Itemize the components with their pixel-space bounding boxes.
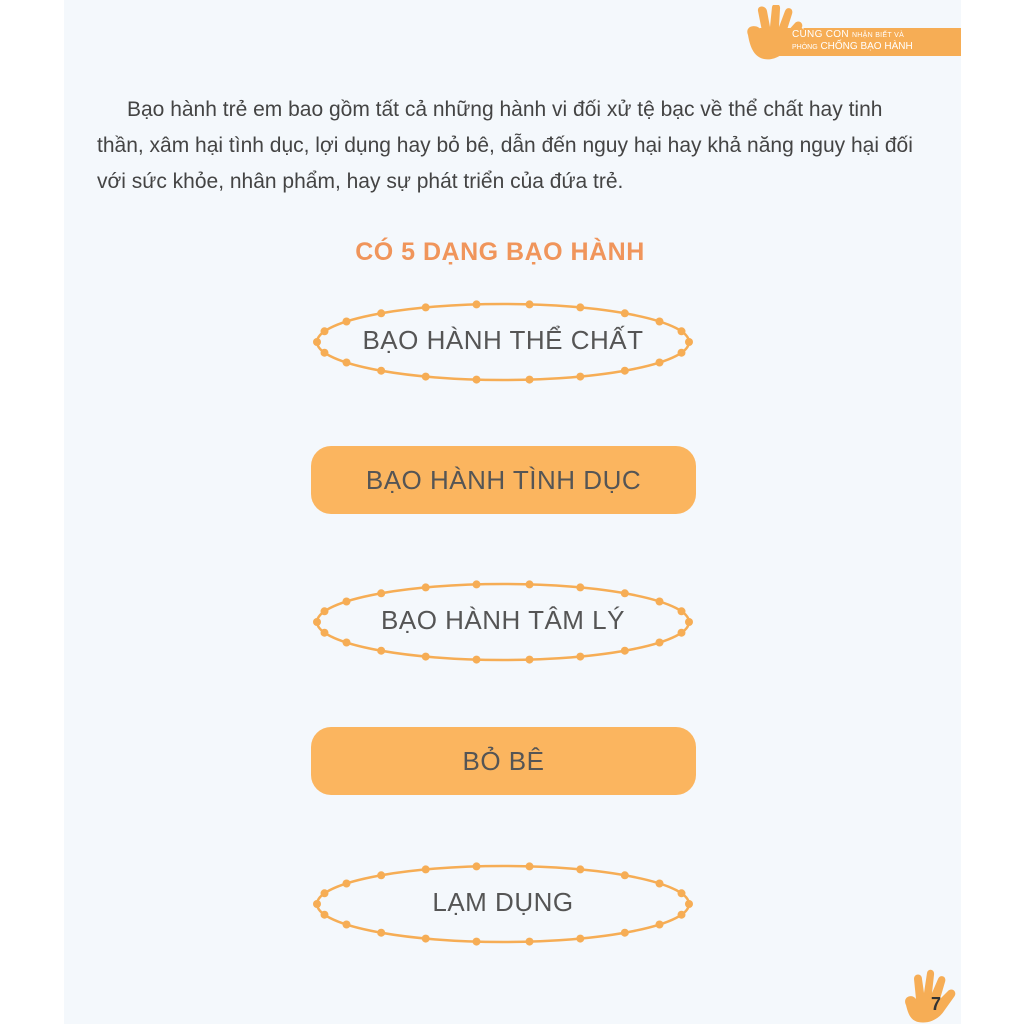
frame-dot [621, 647, 629, 655]
frame-dot [526, 376, 534, 384]
book-title-line2-small: PHÒNG [792, 44, 818, 51]
frame-dot [656, 359, 664, 367]
frame-dot [656, 921, 664, 929]
frame-dot [526, 300, 534, 308]
frame-dot [621, 929, 629, 937]
frame-dot [576, 653, 584, 661]
frame-dot [526, 656, 534, 664]
frame-dot [576, 865, 584, 873]
frame-dot [377, 309, 385, 317]
section-title: CÓ 5 DẠNG BẠO HÀNH [355, 238, 645, 266]
frame-dot [621, 589, 629, 597]
frame-dot [576, 373, 584, 381]
abuse-type-sexual [311, 446, 696, 514]
frame-dot [576, 303, 584, 311]
frame-dot [526, 938, 534, 946]
frame-dot [343, 359, 351, 367]
book-title-line1: CÙNG CON [792, 29, 849, 40]
abuse-type-label: BẠO HÀNH THỂ CHẤT [362, 325, 644, 355]
frame-dot [656, 639, 664, 647]
abuse-type-label: BẠO HÀNH TÂM LÝ [381, 605, 625, 635]
frame-dot [422, 935, 430, 943]
abuse-type-label: BỎ BÊ [462, 746, 545, 776]
frame-dot [473, 862, 481, 870]
book-title-line2: CHỐNG BẠO HÀNH [820, 41, 913, 52]
book-title [792, 30, 957, 52]
abuse-type-physical [308, 300, 698, 384]
abuse-type-exploitation [308, 862, 698, 946]
frame-dot [343, 921, 351, 929]
frame-dot [621, 871, 629, 879]
frame-dot [377, 589, 385, 597]
frame-dot [473, 938, 481, 946]
page-number: 7 [931, 994, 942, 1014]
book-title-line1-small: NHẬN BIẾT VÀ [851, 32, 905, 39]
frame-dot [422, 865, 430, 873]
abuse-type-label: BẠO HÀNH TÌNH DỤC [365, 465, 642, 495]
frame-dot [526, 862, 534, 870]
abuse-type-psychological [308, 580, 698, 664]
frame-dot [343, 639, 351, 647]
frame-dot [377, 647, 385, 655]
frame-dot [621, 309, 629, 317]
frame-dot [576, 935, 584, 943]
frame-dot [422, 653, 430, 661]
frame-dot [422, 373, 430, 381]
frame-dot [377, 871, 385, 879]
abuse-type-label: LẠM DỤNG [432, 887, 574, 917]
hand-icon [900, 965, 960, 1024]
frame-dot [473, 656, 481, 664]
frame-dot [422, 303, 430, 311]
frame-dot [473, 376, 481, 384]
frame-dot [422, 583, 430, 591]
frame-dot [377, 929, 385, 937]
abuse-type-neglect [311, 727, 696, 795]
intro-paragraph: Bạo hành trẻ em bao gồm tất cả những hành vi đối xử tệ bạc về thể chất hay tinh thần, xâm hại tình dục, lợi dụng hay bỏ bê, dẫn đến nguy hại hay khả năng nguy hại đối với sức khỏe, nhân phẩm, hay sự phát triển của đứa trẻ. [97, 98, 913, 193]
frame-dot [473, 580, 481, 588]
frame-dot [526, 580, 534, 588]
frame-dot [473, 300, 481, 308]
frame-dot [621, 367, 629, 375]
frame-dot [576, 583, 584, 591]
frame-dot [377, 367, 385, 375]
